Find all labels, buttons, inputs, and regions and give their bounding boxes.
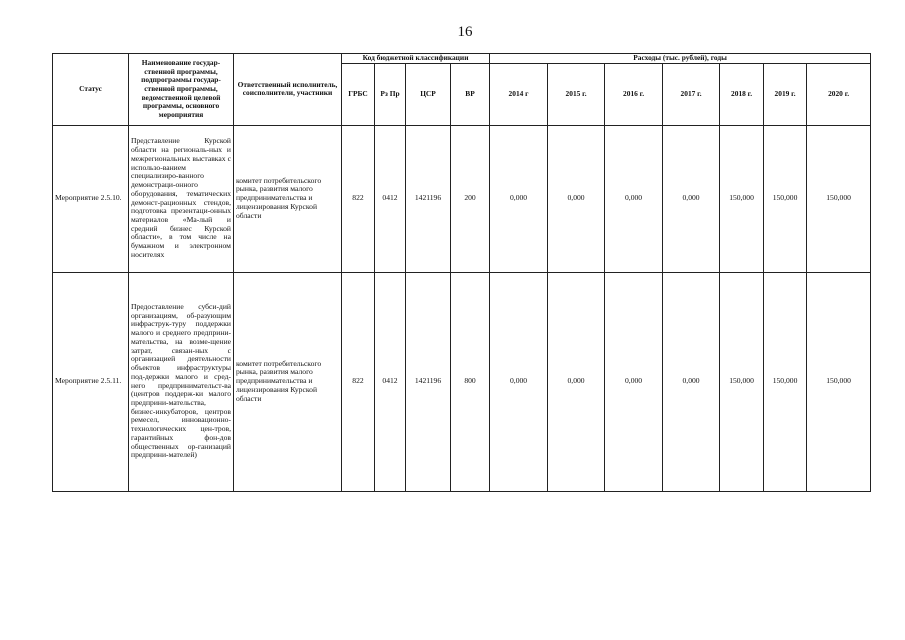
row-name: Предоставление субси-дий организациям, об-разующим инфраструк-туру поддержки малого и среднего предприни-мательства, на возме-щение затрат, связан-ных с организацией деятельности объектов инфраструктуры под-держки малого и сред-него предпринимательст-ва (центров поддерж-ки малого предприни-мательства, бизнес-инкубаторов, центров ремесел, инновационно-технологических цен-тров, гарантийных фон-дов общественных ор-ганизаций предприни-мателей) [129,272,234,491]
row-amount-2019: 150,000 [764,125,807,272]
row-status: Мероприятие 2.5.11. [53,272,129,491]
row-amount-2017: 0,000 [663,272,720,491]
row-amount-2020: 150,000 [807,125,871,272]
row-amount-2016: 0,000 [605,125,663,272]
header-year-2017: 2017 г. [663,63,720,125]
row-code-grbs: 822 [342,272,375,491]
header-year-2020: 2020 г. [807,63,871,125]
row-amount-2018: 150,000 [720,125,764,272]
header-year-2015: 2015 г. [548,63,605,125]
row-amount-2014: 0,000 [490,125,548,272]
row-code-vr: 200 [451,125,490,272]
header-name: Наименование государ-ственной программы, подпрограммы государ-ственной программы, ведомственной целевой программы, основного мероприятия [129,54,234,126]
budget-table [52,53,871,492]
row-amount-2014: 0,000 [490,272,548,491]
header-code-grbs: ГРБС [342,63,375,125]
row-code-csr: 1421196 [406,125,451,272]
row-name: Представление Курской области на региональ-ных и межрегиональных выставках с использо-ванием специализиро-ванного демонстраци-онного оборудования, тематических демонст-рационных стендов, подготовка презентаци-онных материалов «Ма-лый и средний бизнес Курской области», в том числе на бумажном и электронном носителях [129,125,234,272]
row-amount-2020: 150,000 [807,272,871,491]
row-code-rzpr: 0412 [375,272,406,491]
header-year-2014: 2014 г [490,63,548,125]
header-expenses-group: Расходы (тыс. рублей), годы [490,54,871,64]
header-code-csr: ЦСР [406,63,451,125]
header-year-2016: 2016 г. [605,63,663,125]
table-row [53,125,871,272]
row-code-vr: 800 [451,272,490,491]
row-responsible: комитет потребительского рынка, развития малого предпринимательства и лицензирования Курской области [234,272,342,491]
row-status: Мероприятие 2.5.10. [53,125,129,272]
row-amount-2019: 150,000 [764,272,807,491]
header-code-rzpr: Рз Пр [375,63,406,125]
table-row [53,272,871,491]
header-code-vr: ВР [451,63,490,125]
row-responsible: комитет потребительского рынка, развития малого предпринимательства и лицензирования Курской области [234,125,342,272]
header-row-top [53,54,871,64]
row-code-csr: 1421196 [406,272,451,491]
header-status: Статус [53,54,129,126]
row-amount-2018: 150,000 [720,272,764,491]
row-code-rzpr: 0412 [375,125,406,272]
row-amount-2016: 0,000 [605,272,663,491]
row-amount-2017: 0,000 [663,125,720,272]
header-year-2018: 2018 г. [720,63,764,125]
header-responsible: Ответственный исполнитель, соисполнители, участники [234,54,342,126]
row-code-grbs: 822 [342,125,375,272]
row-amount-2015: 0,000 [548,272,605,491]
header-code-group: Код бюджетной классификации [342,54,490,64]
row-amount-2015: 0,000 [548,125,605,272]
page-number: 16 [457,24,473,40]
header-year-2019: 2019 г. [764,63,807,125]
